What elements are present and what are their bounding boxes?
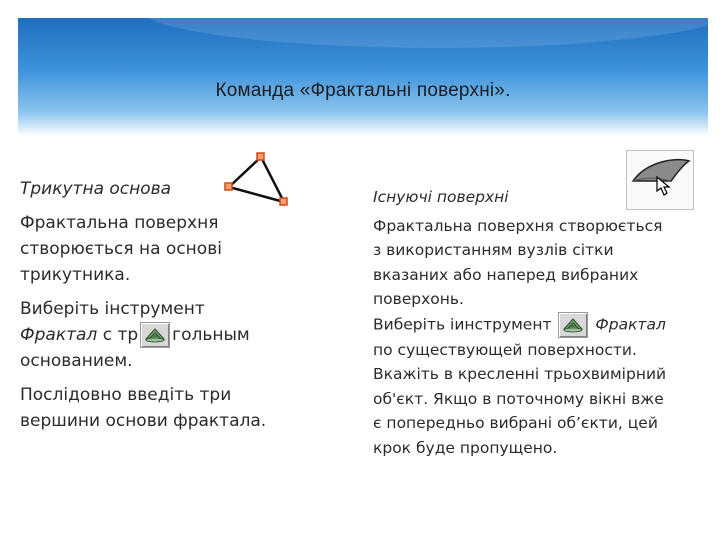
left-line-4: Виберіть інструмент (20, 299, 205, 319)
left-line-5 (20, 322, 320, 348)
right-line-2: з використанням вузлів сітки (373, 241, 614, 259)
left-heading: Трикутна основа (20, 179, 172, 199)
right-line-5 (373, 312, 718, 338)
left-line-6: основанием. (20, 351, 133, 371)
banner-highlight (18, 18, 708, 136)
fractal-tool-icon-2[interactable] (558, 312, 588, 338)
right-line-5-text: Виберіть іинструмент (373, 315, 552, 333)
left-line-2: створюється на основі (20, 239, 222, 259)
left-line-3: трикутника. (20, 265, 131, 285)
left-column (20, 176, 320, 434)
right-column (373, 185, 718, 460)
fractal-tool-name: Фрактал (20, 325, 98, 345)
left-line-8: вершини основи фрактала. (20, 411, 267, 431)
left-line-7: Послідовно введіть три (20, 385, 232, 405)
fractal-tool-icon[interactable] (140, 322, 170, 348)
right-line-4: поверхонь. (373, 290, 464, 308)
right-heading: Існуючі поверхні (373, 188, 509, 206)
right-line-1: Фрактальна поверхня створюється (373, 216, 663, 235)
slide-title: Команда «Фрактальні поверхні». (215, 80, 511, 101)
right-line-7: Вкажіть в кресленні трьохвимірний (373, 365, 667, 383)
right-line-6: по существующей поверхности. (373, 340, 637, 359)
fractal-tool-name-2: Фрактал (595, 315, 666, 333)
right-line-9: є попередньо вибрані об’єкти, цей (373, 414, 658, 432)
left-line-1: Фрактальна поверхня (20, 213, 219, 233)
right-line-10: крок буде пропущено. (373, 438, 558, 457)
right-line-3: вказаних або наперед вибраних (373, 265, 639, 284)
left-line-5-part: с тр (102, 325, 139, 345)
title-banner (18, 18, 708, 136)
right-line-8: об'єкт. Якщо в поточному вікні вже (373, 389, 664, 408)
left-line-5-end: гольным (172, 325, 250, 345)
